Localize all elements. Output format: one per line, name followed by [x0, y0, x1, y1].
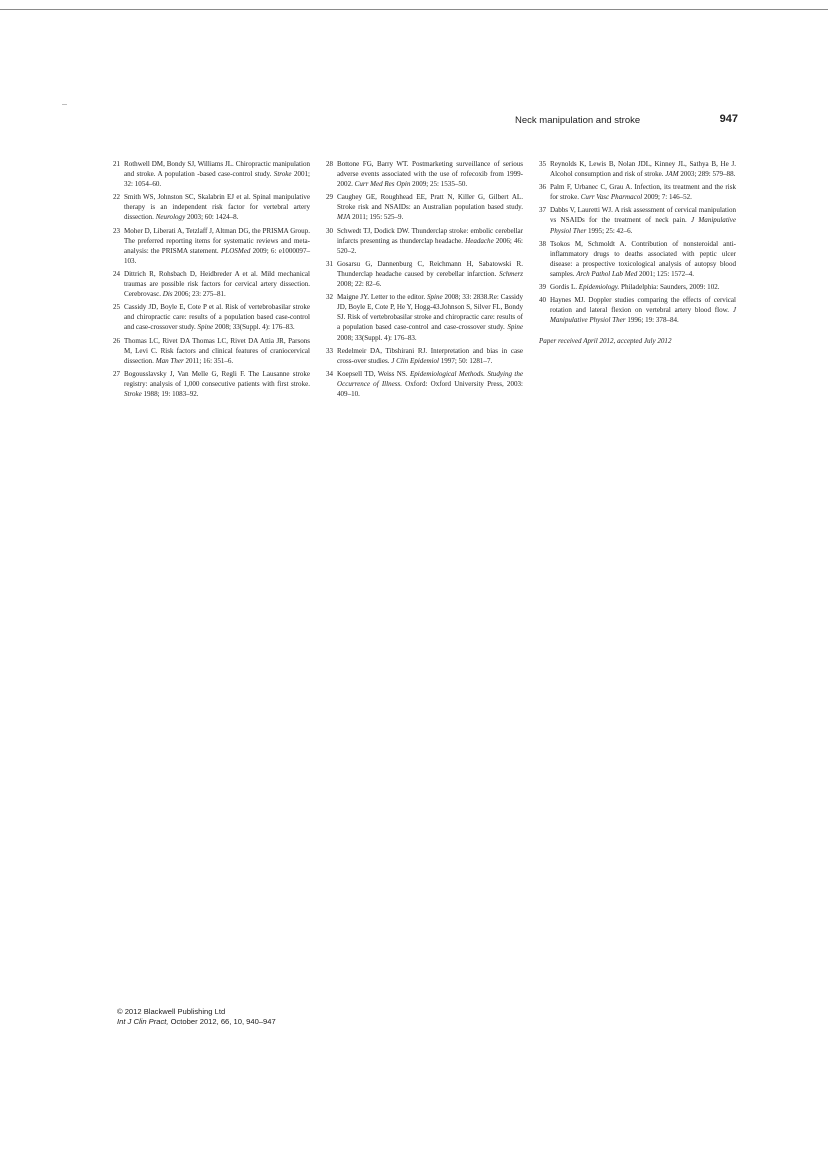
- reference-source: Curr Vasc Pharmacol: [580, 193, 643, 202]
- reference-text: [550, 296, 736, 324]
- reference-source: Epidemiological Methods. Studying the Occurrence of Illness.: [337, 369, 523, 388]
- reference-source: Neurology: [155, 213, 186, 222]
- reference-number: 22: [113, 193, 121, 202]
- reference-segment: 2006; 46: 520–2.: [337, 236, 523, 255]
- reference-item: [113, 336, 310, 366]
- reference-segment: Thomas LC, Rivet DA Thomas LC, Rivet DA Attia JR, Parsons M, Levi C. Risk factors and clinical features of craniocervical dissection.: [124, 336, 310, 365]
- reference-text: [124, 193, 310, 221]
- reference-segment: 2011; 16: 351–6.: [183, 356, 234, 365]
- reference-source: Spine: [197, 323, 214, 332]
- reference-number: 25: [113, 303, 121, 312]
- reference-segment: Bogousslavsky J, Van Melle G, Regli F. The Lausanne stroke registry: analysis of 1,000 consecutive patients with first stroke.: [124, 369, 310, 388]
- reference-item: [113, 302, 310, 332]
- reference-segment: 2009; 25: 1535–50.: [410, 180, 468, 189]
- reference-number: 24: [113, 269, 121, 278]
- reference-source: Schmerz: [499, 269, 523, 278]
- reference-segment: Cassidy JD, Boyle E, Cote P et al. Risk of vertebrobasilar stroke and chiropractic care: results of a population based case-control and case-crossover study.: [124, 303, 310, 332]
- reference-segment: Koepsell TD, Weiss NS.: [337, 369, 410, 378]
- reference-item: [539, 182, 736, 202]
- reference-source: J Manipulative Physiol Ther: [550, 306, 736, 325]
- reference-segment: Bottone FG, Barry WT. Postmarketing surveillance of serious adverse events associated with the use of rofecoxib from 1999-2002.: [337, 160, 523, 189]
- reference-item: [539, 295, 736, 325]
- reference-number: 40: [539, 296, 547, 305]
- reference-text: [124, 370, 310, 398]
- reference-segment: 2006; 23: 275–81.: [172, 290, 226, 299]
- reference-text: [550, 206, 736, 234]
- reference-text: [124, 227, 310, 265]
- reference-segment: Oxford: Oxford University Press, 2003: 409–10.: [337, 379, 523, 398]
- reference-text: [337, 160, 523, 188]
- reference-text: [337, 347, 523, 365]
- reference-number: 29: [326, 193, 334, 202]
- reference-source: J Clin Epidemiol: [391, 356, 439, 365]
- reference-item: [326, 259, 523, 289]
- reference-item: [539, 239, 736, 279]
- reference-number: 32: [326, 293, 334, 302]
- reference-segment: Rothwell DM, Bondy SJ, Williams JL. Chiropractic manipulation and stroke. A population -based case-control study.: [124, 160, 310, 179]
- reference-segment: 2008; 22: 82–6.: [337, 280, 382, 289]
- reference-text: [550, 160, 736, 178]
- reference-segment: 2003; 60: 1424–8.: [185, 213, 239, 222]
- reference-segment: Dabbs V, Lauretti WJ. A risk assessment of cervical manipulation vs NSAIDs for the treatment of neck pain.: [550, 206, 736, 225]
- reference-segment: 2001; 125: 1572–4.: [637, 269, 695, 278]
- reference-segment: 2011; 195: 525–9.: [350, 213, 404, 222]
- reference-source: Dis: [162, 290, 173, 299]
- reference-segment: 1997; 50: 1281–7.: [438, 356, 493, 365]
- reference-segment: Reynolds K, Lewis B, Nolan JDL, Kinney JL, Sathya B, He J. Alcohol consumption and risk of stroke.: [550, 160, 736, 179]
- reference-segment: 2009; 6: e1000097–103.: [124, 246, 311, 265]
- reference-number: 28: [326, 160, 334, 168]
- running-head-title: Neck manipulation and stroke: [515, 115, 641, 126]
- reference-number: 33: [326, 346, 334, 355]
- reference-source: Stroke: [124, 389, 142, 398]
- reference-text: [337, 227, 523, 255]
- reference-source: PLOSMed: [220, 246, 251, 255]
- reference-source: Stroke: [273, 170, 292, 179]
- reference-source: Spine: [507, 323, 523, 332]
- received-note: Paper received April 2012, accepted July 2012: [539, 337, 672, 346]
- reference-number: 34: [326, 369, 334, 378]
- reference-item: [326, 369, 523, 399]
- reference-text: [337, 293, 523, 341]
- reference-number: 39: [539, 283, 547, 292]
- citation-details: October 2012, 66, 10, 940–947: [168, 1016, 276, 1026]
- reference-source: Spine: [426, 293, 443, 302]
- reference-number: 35: [539, 160, 547, 168]
- reference-item: [326, 346, 523, 366]
- reference-segment: Haynes MJ. Doppler studies comparing the effects of cervical rotation and lateral flexion on vertebral artery blood flow.: [550, 296, 736, 315]
- reference-text: [337, 193, 523, 221]
- reference-text: [124, 160, 310, 188]
- references-column-1: [113, 159, 310, 402]
- reference-number: 36: [539, 183, 547, 192]
- reference-segment: 2008; 33: 2838.Re: Cassidy JD, Boyle E, Cote P, He Y, Hogg-43.Johnson S, Silver FL, Bondy SJ. Risk of vertebrobasilar stroke and chiropractic care: results of a population based case-control and case-crossover study.: [337, 293, 523, 332]
- reference-item: [326, 192, 523, 222]
- reference-segment: 2008; 33(Suppl. 4): 176–83.: [213, 323, 295, 332]
- reference-item: [539, 205, 736, 235]
- copyright-line: © 2012 Blackwell Publishing Ltd: [117, 1007, 226, 1016]
- reference-segment: Tsokos M, Schmoldt A. Contribution of nonsteroidal anti-inflammatory drugs to deaths associated with peptic ulcer disease: a prospective toxicological analysis of autopsy blood samples.: [550, 239, 736, 278]
- reference-number: 21: [113, 160, 121, 168]
- reference-item: [113, 369, 310, 399]
- reference-segment: Smith WS, Johnston SC, Skalabrin EJ et al. Spinal manipulative therapy is an independent risk factor for vertebral artery dissection.: [124, 193, 310, 222]
- reference-segment: 2008; 33(Suppl. 4): 176–83.: [337, 333, 417, 342]
- reference-text: [550, 183, 736, 201]
- reference-segment: Schwedt TJ, Dodick DW. Thunderclap stroke: embolic cerebellar infarcts presenting as thunderclap headache.: [337, 226, 523, 245]
- reference-source: JAM: [665, 170, 679, 179]
- reference-item: [326, 292, 523, 342]
- reference-source: Man Ther: [155, 356, 184, 365]
- reference-item: [539, 282, 736, 292]
- reference-segment: Gosarsu G, Dannenburg C, Reichmann H, Sabatowski R. Thunderclap headache caused by cerebellar infarction.: [337, 259, 523, 278]
- reference-item: [326, 159, 523, 189]
- reference-text: [124, 337, 310, 365]
- reference-number: 31: [326, 259, 334, 268]
- reference-segment: 2009; 7: 146–52.: [642, 193, 692, 202]
- page-number: 947: [719, 113, 738, 125]
- reference-number: 23: [113, 226, 121, 235]
- reference-text: [124, 270, 310, 298]
- reference-source: Arch Pathol Lab Med: [576, 269, 638, 278]
- reference-segment: Maigne JY. Letter to the editor.: [337, 293, 427, 302]
- reference-source: J Manipulative Physiol Ther: [550, 216, 736, 235]
- reference-segment: Redelmeir DA, Tibshirani RJ. Interpretation and bias in case cross-over studies.: [337, 346, 523, 365]
- reference-text: [550, 240, 736, 278]
- reference-number: 38: [539, 239, 547, 248]
- reference-segment: Moher D, Liberati A, Tetzlaff J, Altman DG, the PRISMA Group. The preferred reporting items for systematic reviews and meta-analysis: the PRISMA statement.: [124, 226, 310, 255]
- reference-source: Headache: [465, 236, 494, 245]
- reference-number: 26: [113, 336, 121, 345]
- page-footer: [117, 1007, 276, 1027]
- reference-source: Epidemiology.: [578, 283, 620, 292]
- references-column-2: [326, 159, 523, 402]
- reference-item: [113, 226, 310, 266]
- citation-journal: Int J Clin Pract,: [117, 1016, 169, 1026]
- citation-line: [117, 1017, 276, 1027]
- reference-text: [337, 260, 523, 288]
- reference-text: [124, 303, 310, 331]
- reference-segment: Dittrich R, Rohsbach D, Heidbreder A et al. Mild mechanical traumas are possible risk factors for cervical artery dissection. Cerebrovasc.: [124, 269, 310, 299]
- reference-number: 37: [539, 206, 547, 215]
- reference-segment: Gordis L.: [550, 283, 579, 292]
- references-column-3: [539, 159, 736, 347]
- reference-segment: 2003; 289: 579–88.: [678, 170, 736, 179]
- reference-number: 30: [326, 226, 334, 235]
- reference-item: [326, 226, 523, 256]
- reference-segment: 2001; 32: 1054–60.: [124, 170, 310, 189]
- reference-item: [539, 159, 736, 179]
- page-top-rule: [0, 9, 828, 10]
- reference-item: [113, 159, 310, 189]
- reference-text: [550, 283, 720, 291]
- reference-segment: Philadelphia: Saunders, 2009: 102.: [619, 283, 720, 292]
- reference-item: [113, 269, 310, 299]
- reference-segment: Caughey GE, Roughhead EE, Pratt N, Killer G, Gilbert AL. Stroke risk and NSAIDs: an Australian population based study.: [337, 193, 523, 212]
- reference-source: Curr Med Res Opin: [354, 180, 411, 189]
- reference-segment: 1996; 19: 378–84.: [625, 316, 679, 325]
- reference-segment: Palm F, Urbanec C, Grau A. Infection, its treatment and the risk for stroke.: [550, 183, 736, 202]
- reference-source: MJA: [337, 213, 351, 222]
- reference-item: [113, 192, 310, 222]
- reference-segment: 1995; 25: 42–6.: [586, 226, 633, 235]
- margin-mark: [62, 104, 67, 105]
- reference-number: 27: [113, 369, 121, 378]
- reference-segment: 1988; 19: 1083–92.: [141, 389, 199, 398]
- reference-text: [337, 370, 523, 398]
